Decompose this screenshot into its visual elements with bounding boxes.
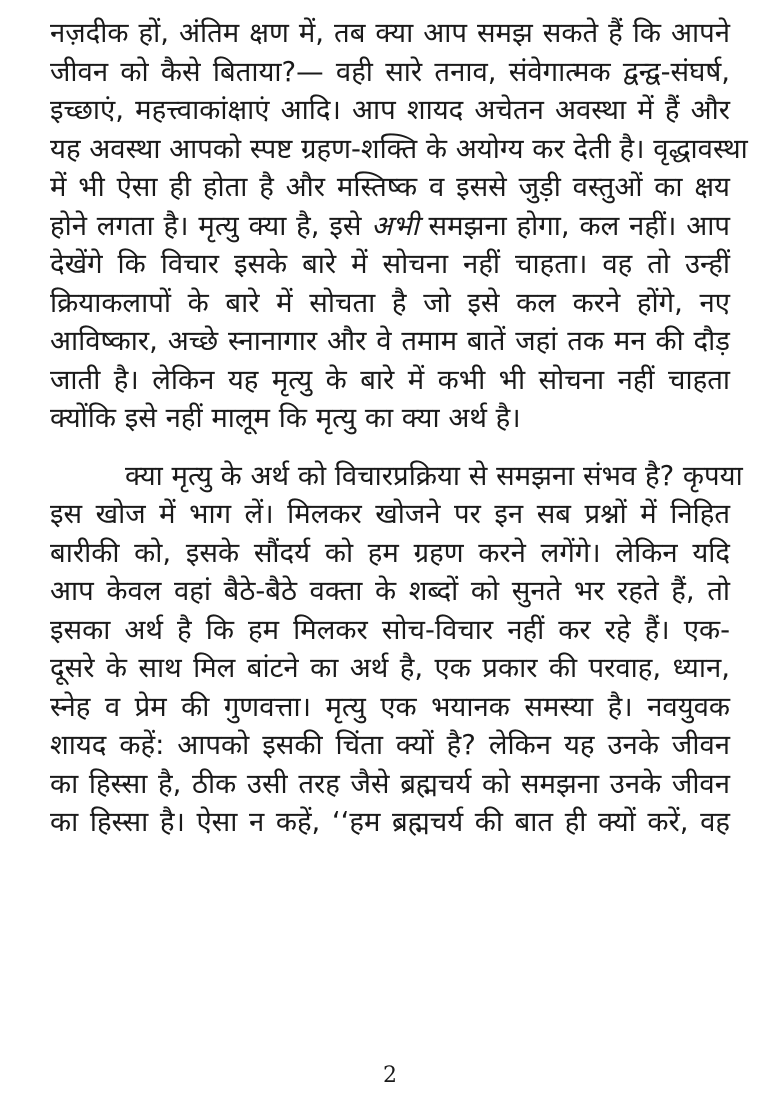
text-line: शायद कहें: आपको इसकी चिंता क्यों है? लेकिन यह उनके जीवन — [50, 729, 730, 761]
text-line: दूसरे के साथ मिल बांटने का अर्थ है, एक प्रकार की परवाह, ध्यान, — [50, 652, 730, 684]
text-line: यह अवस्था आपको स्पष्ट ग्रहण-शक्ति के अयोग्य कर देती है। वृद्धावस्था — [50, 132, 748, 165]
text-line: स्नेह व प्रेम की गुणवत्ता। मृत्यु एक भयानक समस्या है। नवयुवक — [50, 690, 730, 723]
text-line: जाती है। लेकिन यह मृत्यु के बारे में कभी भी सोचना नहीं चाहता — [50, 363, 730, 396]
text-line: इस खोज में भाग लें। मिलकर खोजने पर इन सब प्रश्नों में निहित — [50, 498, 730, 530]
text-line-with-emphasis — [50, 207, 730, 246]
paragraph-spacer — [50, 438, 730, 457]
text-line: क्योंकि इसे नहीं मालूम कि मृत्यु का क्या अर्थ है। — [50, 402, 521, 434]
text-line: क्या मृत्यु के अर्थ को विचारप्रक्रिया से समझना संभव है? कृपया — [125, 459, 743, 492]
paragraph-2 — [50, 457, 743, 842]
text-line: का हिस्सा है। ऐसा न कहें, ‘‘हम ब्रह्मचर्य की बात ही क्यों करें, वह — [50, 806, 730, 838]
text-line: इच्छाएं, महत्त्वाकांक्षाएं आदि। आप शायद अचेतन अवस्था में हैं और — [50, 94, 730, 126]
text-line: इसका अर्थ है कि हम मिलकर सोच-विचार नहीं कर रहे हैं। एक- — [50, 613, 730, 646]
text-segment: होने लगता है। मृत्यु क्या है, इसे — [50, 209, 372, 242]
text-line: का हिस्सा है, ठीक उसी तरह जैसे ब्रह्मचर्य को समझना उनके जीवन — [50, 767, 730, 800]
text-line: में भी ऐसा ही होता है और मस्तिष्क व इससे जुड़ी वस्तुओं का क्षय — [50, 171, 730, 203]
text-line: जीवन को कैसे बिताया?— वही सारे तनाव, संवेगात्मक द्वन्द्व-संघर्ष, — [50, 55, 730, 88]
text-line: आप केवल वहां बैठे-बैठे वक्ता के शब्दों को सुनते भर रहते हैं, तो — [50, 575, 730, 607]
text-line: नज़दीक हों, अंतिम क्षण में, तब क्या आप समझ सकते हैं कि आपने — [50, 17, 730, 49]
text-line: बारीकी को, इसके सौंदर्य को हम ग्रहण करने लगेंगे। लेकिन यदि — [50, 536, 730, 569]
text-line: आविष्कार, अच्छे स्नानागार और वे तमाम बातें जहां तक मन की दौड़ — [50, 325, 730, 357]
text-line: देखेंगे कि विचार इसके बारे में सोचना नहीं चाहता। वह तो उन्हीं — [50, 248, 730, 280]
text-segment: समझना होगा, कल नहीं। आप — [418, 209, 731, 242]
page-number: 2 — [383, 1063, 397, 1088]
page-body — [50, 14, 748, 842]
text-line: क्रियाकलापों के बारे में सोचता है जो इसे कल करने होंगे, नए — [50, 286, 730, 319]
paragraph-1 — [50, 14, 748, 438]
emphasized-word: अभी — [371, 209, 419, 242]
